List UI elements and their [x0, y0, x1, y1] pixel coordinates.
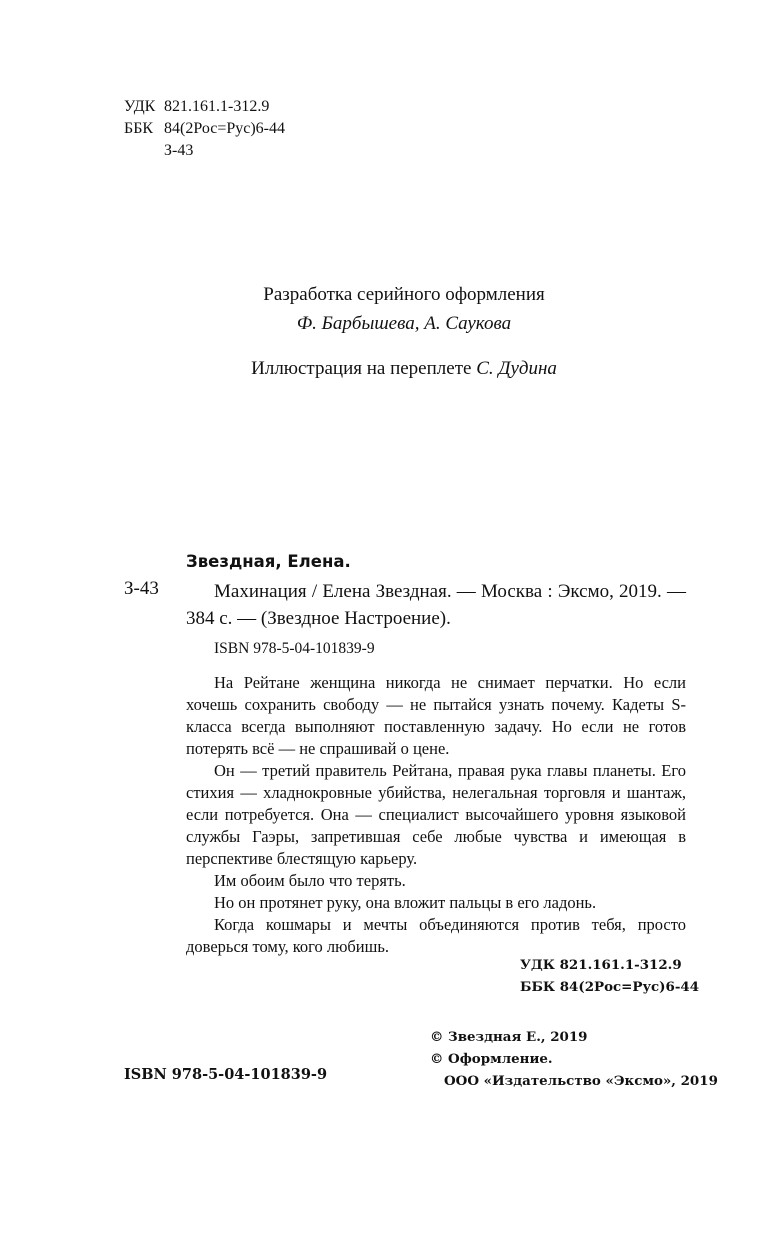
author-mark: З-43	[164, 142, 194, 159]
footer-udk: УДК 821.161.1-312.9	[520, 957, 682, 973]
bbk-line	[124, 118, 285, 140]
design-credits	[0, 280, 768, 338]
udk-value: 821.161.1-312.9	[164, 98, 270, 115]
footer-classification	[520, 954, 699, 998]
annotation-paragraph: Им обоим было что терять.	[214, 871, 406, 890]
author-mark-line	[124, 140, 285, 162]
design-line: Разработка серийного оформления	[263, 284, 545, 305]
design-authors: Ф. Барбышева, А. Саукова	[296, 313, 512, 334]
classification-block	[124, 96, 285, 162]
footer-bbk: ББК 84(2Рос=Рус)6-44	[520, 979, 700, 995]
bib-description: Махинация / Елена Звездная. — Москва : Эксмо, 2019. — 384 с. — (Звездное Настроение).	[186, 581, 686, 629]
annotation-paragraph: Когда кошмары и мечты объединяются против тебя, просто доверься тому, кого любишь.	[186, 915, 686, 956]
copyright-block	[430, 1026, 718, 1092]
udk-label: УДК	[124, 98, 156, 115]
copyright-publisher: ООО «Издательство «Эксмо», 2019	[444, 1073, 718, 1089]
footer-isbn: ISBN 978-5-04-101839-9	[124, 1066, 328, 1083]
bib-author-mark: З-43	[124, 578, 159, 599]
bbk-value: 84(2Рос=Рус)6-44	[164, 120, 286, 137]
annotation	[186, 672, 686, 958]
illustration-label: Иллюстрация на переплете	[251, 358, 472, 379]
copyright-design: © Оформление.	[430, 1051, 553, 1067]
annotation-paragraph: Но он протянет руку, она вложит пальцы в его ладонь.	[214, 893, 597, 912]
udk-line	[124, 96, 285, 118]
copyright-author: © Звездная Е., 2019	[430, 1029, 588, 1045]
illustration-author: С. Дудина	[476, 358, 557, 379]
bbk-label: ББК	[124, 120, 154, 137]
bib-isbn: ISBN 978-5-04-101839-9	[214, 640, 375, 657]
annotation-paragraph: Он — третий правитель Рейтана, правая рука главы планеты. Его стихия — хладнокровные убийства, нелегальная торговля и шантаж, если потребуется. Она — специалист высочайшего уровня языковой службы Гаэры, запретившая себе любые чувства и имеющая в перспективе блестящую карьеру.	[186, 761, 686, 868]
annotation-paragraph: На Рейтане женщина никогда не снимает перчатки. Но если хочешь сохранить свободу — не пытайся узнать почему. Кадеты S-класса всегда выполняют поставленную задачу. Но если не готов потерять всё — не спрашивай о цене.	[186, 673, 686, 758]
author-heading: Звездная, Елена.	[186, 552, 351, 571]
illustration-credit	[0, 354, 768, 383]
